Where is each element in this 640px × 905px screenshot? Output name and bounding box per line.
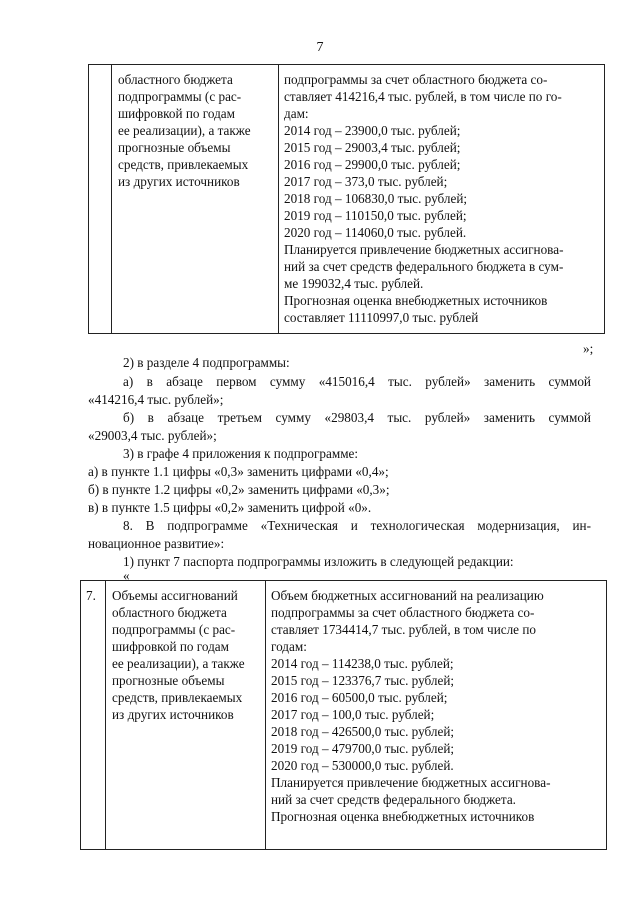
closing-quote: »;: [583, 341, 594, 356]
text-line: ставляет 414216,4 тыс. рублей, в том числе по го-: [284, 89, 562, 104]
paragraph: б) в абзаце третьем сумму «29803,4 тыс. рублей» заменить суммой: [123, 410, 591, 425]
text-line: подпрограммы (с рас-: [118, 89, 242, 104]
text-line: из других источников: [112, 707, 234, 722]
text-line: 2018 год – 426500,0 тыс. рублей;: [271, 724, 455, 739]
text-line: Прогнозная оценка внебюджетных источников: [284, 293, 548, 308]
text-line: прогнозные объемы: [112, 673, 225, 688]
row-number-cell: [81, 581, 106, 849]
text-line: ставляет 1734414,7 тыс. рублей, в том числе по: [271, 622, 536, 637]
paragraph: 1) пункт 7 паспорта подпрограммы изложить в следующей редакции:: [123, 554, 514, 569]
text-line: дам:: [284, 106, 309, 121]
item-value-cell: [266, 581, 606, 849]
text-line: 2015 год – 29003,4 тыс. рублей;: [284, 140, 461, 155]
paragraph: 3) в графе 4 приложения к подпрограмме:: [123, 446, 359, 461]
text-line: 2019 год – 110150,0 тыс. рублей;: [284, 208, 467, 223]
paragraph: новационное развитие»:: [88, 536, 225, 551]
text-line: областного бюджета: [118, 72, 233, 87]
text-line: подпрограммы за счет областного бюджета со-: [271, 605, 535, 620]
item-name-text: [118, 71, 251, 190]
text-line: составляет 11110997,0 тыс. рублей: [284, 310, 479, 325]
item-name-cell: [112, 65, 279, 333]
paragraph: «414216,4 тыс. рублей»;: [88, 392, 224, 407]
text-line: средств, привлекаемых: [118, 157, 249, 172]
text-line: Прогнозная оценка внебюджетных источников: [271, 809, 535, 824]
item-name-text: [112, 587, 245, 723]
page-number: 7: [316, 40, 324, 55]
row-number-cell: [89, 65, 112, 333]
text-line: средств, привлекаемых: [112, 690, 243, 705]
text-line: шифровкой по годам: [118, 106, 236, 121]
text-line: 2020 год – 530000,0 тыс. рублей.: [271, 758, 454, 773]
paragraph: б) в пункте 1.2 цифры «0,2» заменить цифрами «0,3»;: [88, 482, 390, 497]
item-value-cell: [279, 65, 604, 333]
text-line: ний за счет средств федерального бюджета.: [271, 792, 516, 807]
passport-table-continued: [88, 64, 605, 334]
text-line: ний за счет средств федерального бюджета в сум-: [284, 259, 564, 274]
text-line: из других источников: [118, 174, 240, 189]
text-line: 2019 год – 479700,0 тыс. рублей;: [271, 741, 455, 756]
text-line: ме 199032,4 тыс. рублей.: [284, 276, 424, 291]
text-line: Объемы ассигнований: [112, 588, 238, 603]
text-line: 2016 год – 29900,0 тыс. рублей;: [284, 157, 461, 172]
text-line: ее реализации), а также: [118, 123, 251, 138]
paragraph: а) в абзаце первом сумму «415016,4 тыс. рублей» заменить суммой: [123, 374, 591, 389]
item-value-text: [284, 71, 563, 326]
text-line: Планируется привлечение бюджетных ассигнова-: [271, 775, 551, 790]
text-line: Планируется привлечение бюджетных ассигнова-: [284, 242, 564, 257]
text-line: шифровкой по годам: [112, 639, 230, 654]
text-line: прогнозные объемы: [118, 140, 231, 155]
text-line: годам:: [271, 639, 307, 654]
opening-quote: «: [123, 568, 130, 583]
row-number: 7.: [86, 588, 96, 603]
text-line: ее реализации), а также: [112, 656, 245, 671]
item-value-text: [271, 587, 550, 825]
passport-table-item-7: [80, 580, 607, 850]
text-line: 2016 год – 60500,0 тыс. рублей;: [271, 690, 448, 705]
paragraph: а) в пункте 1.1 цифры «0,3» заменить цифрами «0,4»;: [88, 464, 389, 479]
paragraph: «29003,4 тыс. рублей»;: [88, 428, 217, 443]
text-line: областного бюджета: [112, 605, 227, 620]
paragraph: в) в пункте 1.5 цифры «0,2» заменить цифрой «0».: [88, 500, 372, 515]
text-line: 2020 год – 114060,0 тыс. рублей.: [284, 225, 467, 240]
text-line: 2015 год – 123376,7 тыс. рублей;: [271, 673, 455, 688]
text-line: подпрограммы (с рас-: [112, 622, 236, 637]
item-name-cell: [106, 581, 266, 849]
text-line: 2014 год – 114238,0 тыс. рублей;: [271, 656, 454, 671]
text-line: 2017 год – 100,0 тыс. рублей;: [271, 707, 435, 722]
text-line: Объем бюджетных ассигнований на реализацию: [271, 588, 544, 603]
text-line: 2018 год – 106830,0 тыс. рублей;: [284, 191, 468, 206]
paragraph: 2) в разделе 4 подпрограммы:: [123, 355, 290, 370]
text-line: подпрограммы за счет областного бюджета со-: [284, 72, 548, 87]
text-line: 2014 год – 23900,0 тыс. рублей;: [284, 123, 461, 138]
text-line: 2017 год – 373,0 тыс. рублей;: [284, 174, 448, 189]
paragraph: 8. В подпрограмме «Техническая и технологическая модернизация, ин-: [123, 518, 591, 533]
